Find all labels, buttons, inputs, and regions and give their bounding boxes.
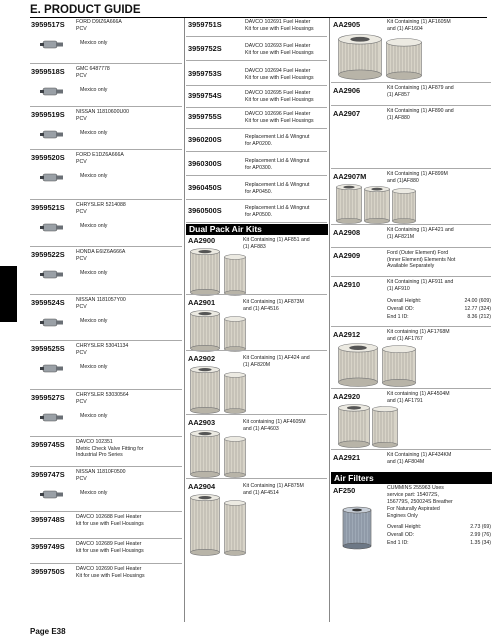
air-filter-image bbox=[190, 248, 220, 296]
header-rule bbox=[30, 17, 487, 18]
air-filter-image bbox=[338, 343, 378, 387]
part-description: PCV bbox=[76, 303, 87, 310]
row-separator bbox=[30, 340, 182, 341]
part-number: AA2909 bbox=[333, 251, 361, 260]
part-description: Kit containing (1) AF1768M bbox=[387, 329, 450, 335]
row-separator bbox=[186, 151, 327, 152]
part-description: and (1) AF1767 bbox=[387, 335, 423, 342]
mexico-note: Mexico only bbox=[80, 364, 108, 370]
part-description: (1) AF880 bbox=[387, 114, 410, 121]
part-description: Industrial Pro Series bbox=[76, 452, 123, 458]
part-number: 3959520S bbox=[31, 153, 65, 162]
part-description: Kit Containing (1) AF879 and bbox=[387, 85, 454, 91]
pcv-valve-icon bbox=[40, 217, 66, 237]
page-title: E. PRODUCT GUIDE bbox=[30, 4, 141, 16]
part-number: 3960500S bbox=[188, 206, 222, 215]
row-separator bbox=[30, 466, 182, 467]
row-separator bbox=[186, 294, 327, 295]
mexico-note: Mexico only bbox=[80, 318, 108, 324]
part-description: Engines Only bbox=[387, 513, 418, 519]
air-filter-image bbox=[382, 345, 416, 387]
part-number: 3959748S bbox=[31, 515, 65, 524]
part-number: AA2907 bbox=[333, 109, 361, 118]
part-number: AA2905 bbox=[333, 20, 361, 29]
spec-label: End 1 ID: bbox=[387, 314, 409, 320]
row-separator bbox=[186, 175, 327, 176]
spec-label: Overall Height: bbox=[387, 524, 422, 530]
section-tab bbox=[0, 266, 17, 322]
part-description: Kit for use with Fuel Housings bbox=[245, 25, 314, 32]
part-number: 3959518S bbox=[31, 67, 65, 76]
spec-label: Overall OD: bbox=[387, 532, 415, 538]
part-description: PCV bbox=[76, 349, 87, 356]
row-separator bbox=[30, 563, 182, 564]
part-description: PCV bbox=[76, 398, 87, 405]
row-separator bbox=[186, 128, 327, 129]
part-description: and (1) AF1604 bbox=[387, 25, 423, 32]
part-description: Kit Containing (1) AF875M bbox=[243, 483, 304, 489]
air-filter-image bbox=[224, 436, 246, 478]
part-number: AF250 bbox=[333, 486, 356, 495]
part-number: AA2910 bbox=[333, 280, 361, 289]
spec-value: 8.36 (212) bbox=[467, 314, 491, 320]
part-number: 3959517S bbox=[31, 20, 65, 29]
air-filter-image bbox=[224, 254, 246, 296]
part-number: 3959754S bbox=[188, 91, 222, 100]
row-separator bbox=[30, 511, 182, 512]
part-description: NISSAN 1181057Y00 bbox=[76, 297, 126, 303]
part-number: 3959750S bbox=[31, 567, 65, 576]
part-number: 3959749S bbox=[31, 542, 65, 551]
part-description: and (1) AF4516 bbox=[243, 305, 279, 312]
part-description: PCV bbox=[76, 208, 87, 215]
row-separator bbox=[331, 168, 491, 169]
part-number: AA2912 bbox=[333, 330, 361, 339]
part-description: HONDA E6IZ6A666A bbox=[76, 249, 126, 255]
air-filter-image bbox=[386, 38, 422, 80]
part-description: (1) AF820M bbox=[243, 361, 271, 368]
mexico-note: Mexico only bbox=[80, 413, 108, 419]
air-filter-image bbox=[190, 310, 220, 352]
part-description: Kit Containing (1) AF424 and bbox=[243, 355, 310, 361]
spec-value: 1.35 (34) bbox=[470, 540, 491, 546]
part-number: AA2908 bbox=[333, 228, 361, 237]
part-description: (1) AF910 bbox=[387, 285, 410, 292]
part-description: Kit for use with Fuel Housings bbox=[245, 49, 314, 56]
part-number: AA2907M bbox=[333, 172, 367, 181]
part-description: Replacement Lid & Wingnut bbox=[245, 158, 310, 164]
pcv-valve-icon bbox=[40, 407, 66, 427]
pcv-valve-icon bbox=[40, 312, 66, 332]
part-description: for AP0300. bbox=[245, 164, 273, 171]
part-description: CUMMINS 255963 Uses bbox=[387, 485, 444, 491]
part-description: Kit Containing (1) AF899M bbox=[387, 171, 448, 177]
mexico-note: Mexico only bbox=[80, 490, 108, 496]
row-separator bbox=[186, 350, 327, 351]
row-separator bbox=[186, 414, 327, 415]
part-description: NISSAN 11810600U00 bbox=[76, 109, 129, 115]
row-separator bbox=[186, 85, 327, 86]
part-description: (1) AF857 bbox=[387, 91, 410, 98]
part-description: for AP0450. bbox=[245, 188, 273, 195]
row-separator bbox=[30, 389, 182, 390]
air-filter-image bbox=[190, 430, 220, 478]
part-number: 3959524S bbox=[31, 298, 65, 307]
part-description: CHRYSLER 5214088 bbox=[76, 202, 126, 208]
part-number: 3959525S bbox=[31, 344, 65, 353]
part-description: For Naturally Aspirated bbox=[387, 506, 440, 512]
pcv-valve-icon bbox=[40, 81, 66, 101]
part-description: FORD D9IZ6A666A bbox=[76, 19, 122, 25]
part-description: and (1)AF880 bbox=[387, 177, 419, 184]
air-filter-image bbox=[190, 366, 220, 414]
part-description: Kit containing (1) AF4504M bbox=[387, 391, 450, 397]
part-number: 3959519S bbox=[31, 110, 65, 119]
air-filter-image bbox=[364, 186, 390, 224]
part-number: 3959527S bbox=[31, 393, 65, 402]
part-description: Available Separately bbox=[387, 263, 435, 269]
part-description: Kit for use with Fuel Housings bbox=[76, 572, 145, 579]
column-divider-2 bbox=[329, 18, 330, 622]
part-description: DAVCO 102688 Fuel Heater bbox=[76, 514, 142, 520]
part-description: CHRYSLER 53030564 bbox=[76, 392, 129, 398]
part-description: PCV bbox=[76, 115, 87, 122]
part-description: Ford (Outer Element) Ford bbox=[387, 250, 449, 256]
part-description: and (1) AF804M bbox=[387, 458, 425, 465]
part-number: AA2901 bbox=[188, 298, 216, 307]
spec-value: 2.73 (69) bbox=[470, 524, 491, 530]
row-separator bbox=[331, 326, 491, 327]
spec-label: Overall OD: bbox=[387, 306, 415, 312]
spec-label: Overall Height: bbox=[387, 298, 422, 304]
part-number: AA2920 bbox=[333, 392, 361, 401]
part-description: DAVCO 102691 Fuel Heater bbox=[245, 19, 311, 25]
part-description: Kit Containing (1) AF434KM bbox=[387, 452, 452, 458]
section-heading-dual-pack: Dual Pack Air Kits bbox=[186, 224, 328, 235]
part-number: 3959521S bbox=[31, 203, 65, 212]
mexico-note: Mexico only bbox=[80, 223, 108, 229]
row-separator bbox=[30, 149, 182, 150]
part-number: 3959753S bbox=[188, 69, 222, 78]
row-separator bbox=[331, 276, 491, 277]
air-filter-image bbox=[224, 372, 246, 414]
row-separator bbox=[331, 224, 491, 225]
part-description: DAVCO 102693 Fuel Heater bbox=[245, 43, 311, 49]
air-filter-image bbox=[372, 406, 398, 448]
row-separator bbox=[30, 294, 182, 295]
row-separator bbox=[331, 82, 491, 83]
row-separator bbox=[331, 449, 491, 450]
part-description: Replacement Lid & Wingnut bbox=[245, 182, 310, 188]
row-separator bbox=[186, 60, 327, 61]
part-description: (Inner Element) Elements Not bbox=[387, 256, 456, 263]
part-description: FORD E1DZ6A666A bbox=[76, 152, 124, 158]
part-description: PCV bbox=[76, 255, 87, 262]
mexico-note: Mexico only bbox=[80, 40, 108, 46]
part-number: AA2906 bbox=[333, 86, 361, 95]
air-filter-image bbox=[392, 188, 416, 224]
air-filter-image bbox=[338, 34, 382, 80]
mexico-note: Mexico only bbox=[80, 87, 108, 93]
part-description: Kit for use with Fuel Housings bbox=[245, 74, 314, 81]
part-description: Kit Containing (1) AF911 and bbox=[387, 279, 454, 285]
part-description: PCV bbox=[76, 475, 87, 482]
pcv-valve-icon bbox=[40, 167, 66, 187]
part-description: DAVCO 102351 bbox=[76, 439, 113, 445]
part-number: 3960450S bbox=[188, 183, 222, 192]
spec-value: 24.00 (609) bbox=[464, 298, 491, 304]
part-description: PCV bbox=[76, 72, 87, 79]
part-number: AA2921 bbox=[333, 453, 361, 462]
air-filter-image bbox=[336, 184, 362, 224]
air-filter-image bbox=[338, 404, 370, 448]
part-number: AA2904 bbox=[188, 482, 216, 491]
row-separator bbox=[186, 199, 327, 200]
part-number: 3960200S bbox=[188, 135, 222, 144]
breather-filter-image bbox=[340, 506, 374, 552]
part-number: 3959751S bbox=[188, 20, 222, 29]
row-separator bbox=[186, 107, 327, 108]
part-description: Kit Containing (1) AF851 and bbox=[243, 237, 310, 243]
part-description: Metric Check Valve Fitting for bbox=[76, 445, 144, 452]
part-number: AA2903 bbox=[188, 418, 216, 427]
part-description: Kit Containing (1) AF890 and bbox=[387, 108, 454, 114]
air-filter-image bbox=[190, 494, 220, 556]
part-description: Kit Containing (1) AF1605M bbox=[387, 19, 451, 25]
row-separator bbox=[186, 478, 327, 479]
part-number: 3959745S bbox=[31, 440, 65, 449]
row-separator bbox=[331, 247, 491, 248]
row-separator bbox=[30, 106, 182, 107]
row-separator bbox=[30, 199, 182, 200]
part-description: CHRYSLER 53041134 bbox=[76, 343, 129, 349]
part-description: (1) AF883 bbox=[243, 243, 266, 250]
part-number: 3959522S bbox=[31, 250, 65, 259]
part-description: for AP0500. bbox=[245, 211, 273, 218]
pcv-valve-icon bbox=[40, 124, 66, 144]
part-description: Kit Containing (1) AF873M bbox=[243, 299, 304, 305]
part-description: NISSAN 11810F0500 bbox=[76, 469, 126, 475]
part-description: DAVCO 102690 Fuel Heater bbox=[76, 566, 142, 572]
row-separator bbox=[30, 63, 182, 64]
part-description: (1) AF821M bbox=[387, 233, 415, 240]
row-separator bbox=[186, 36, 327, 37]
part-description: PCV bbox=[76, 25, 87, 32]
row-separator bbox=[186, 222, 327, 223]
part-description: Kit containing (1) AF4605M bbox=[243, 419, 306, 425]
part-description: DAVCO 102695 Fuel Heater bbox=[245, 90, 311, 96]
row-separator bbox=[331, 105, 491, 106]
column-divider-1 bbox=[184, 18, 185, 622]
spec-value: 12.77 (324) bbox=[464, 306, 491, 312]
part-number: AA2900 bbox=[188, 236, 216, 245]
pcv-valve-icon bbox=[40, 358, 66, 378]
part-number: 3959752S bbox=[188, 44, 222, 53]
mexico-note: Mexico only bbox=[80, 130, 108, 136]
part-description: Kit for use with Fuel Housings bbox=[245, 96, 314, 103]
part-number: 3960300S bbox=[188, 159, 222, 168]
pcv-valve-icon bbox=[40, 264, 66, 284]
part-description: service part: 154072S, bbox=[387, 492, 439, 498]
part-description: Replacement Lid & Wingnut bbox=[245, 205, 310, 211]
pcv-valve-icon bbox=[40, 484, 66, 504]
part-description: and (1) AF1791 bbox=[387, 397, 423, 404]
row-separator bbox=[30, 246, 182, 247]
mexico-note: Mexico only bbox=[80, 173, 108, 179]
part-number: AA2902 bbox=[188, 354, 216, 363]
part-description: Kit for use with Fuel Housings bbox=[245, 117, 314, 124]
part-description: DAVCO 102696 Fuel Heater bbox=[245, 111, 311, 117]
row-separator bbox=[30, 538, 182, 539]
part-description: kit for use with Fuel Housings bbox=[76, 520, 144, 527]
part-description: Kit Containing (1) AF421 and bbox=[387, 227, 454, 233]
part-description: and (1) AF4603 bbox=[243, 425, 279, 432]
air-filter-image bbox=[224, 316, 246, 352]
part-description: kit for use with Fuel Housings bbox=[76, 547, 144, 554]
spec-label: End 1 ID: bbox=[387, 540, 409, 546]
row-separator bbox=[331, 388, 491, 389]
part-number: 3959755S bbox=[188, 112, 222, 121]
pcv-valve-icon bbox=[40, 34, 66, 54]
part-description: Replacement Lid & Wingnut bbox=[245, 134, 310, 140]
section-heading-air-filters: Air Filters bbox=[331, 472, 492, 484]
part-description: DAVCO 102689 Fuel Heater bbox=[76, 541, 142, 547]
mexico-note: Mexico only bbox=[80, 270, 108, 276]
page-number: Page E38 bbox=[30, 627, 66, 636]
part-description: 156779S, 250024S Breather bbox=[387, 499, 453, 505]
part-description: for AP0200. bbox=[245, 140, 273, 147]
part-description: GMC 6487778 bbox=[76, 66, 110, 72]
part-description: DAVCO 102694 Fuel Heater bbox=[245, 68, 311, 74]
part-description: and (1) AF4514 bbox=[243, 489, 279, 496]
part-number: 3959747S bbox=[31, 470, 65, 479]
air-filter-image bbox=[224, 500, 246, 556]
part-description: PCV bbox=[76, 158, 87, 165]
spec-value: 2.99 (76) bbox=[470, 532, 491, 538]
row-separator bbox=[30, 436, 182, 437]
